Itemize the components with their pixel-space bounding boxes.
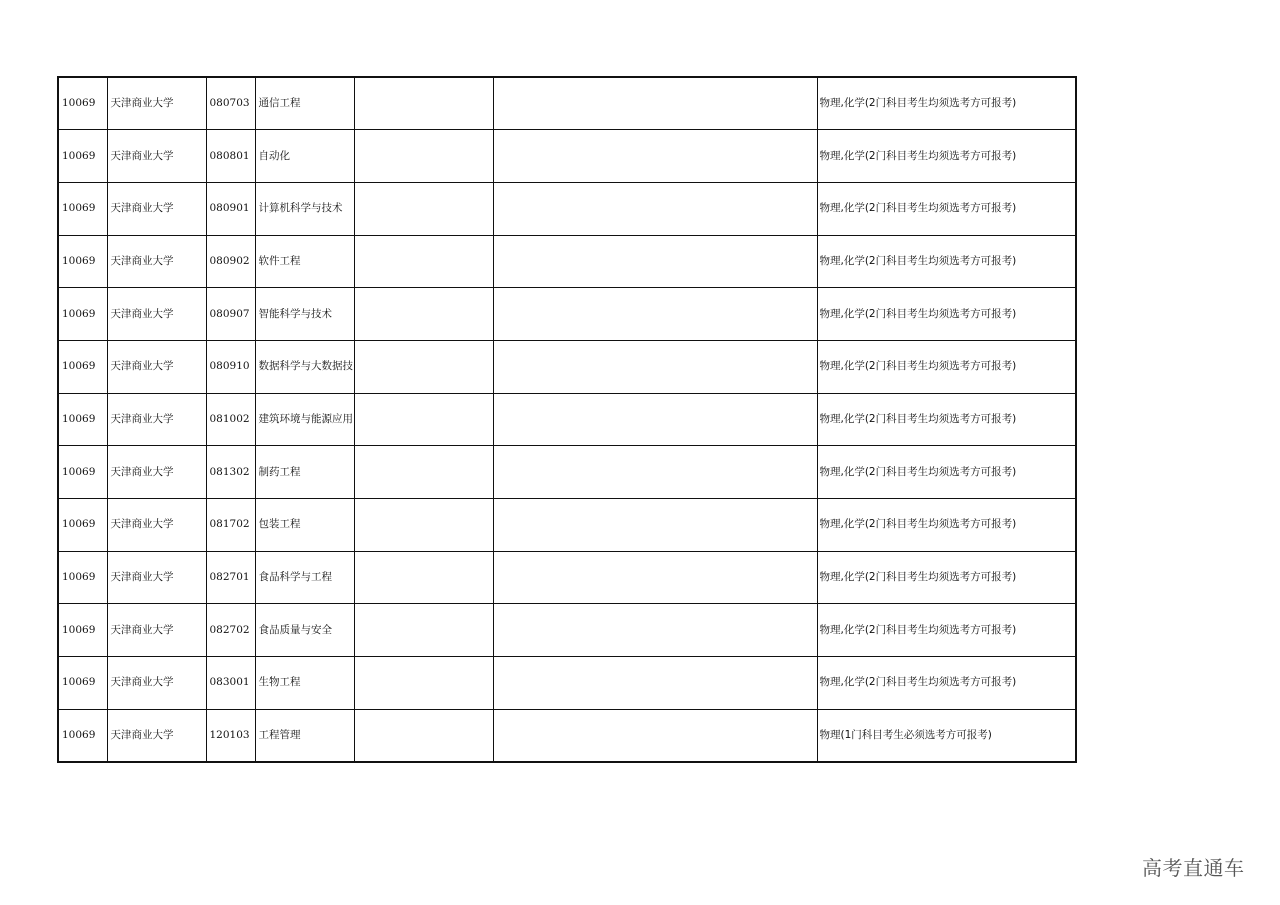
school-code-cell: 10069 (58, 288, 107, 341)
school-name-cell: 天津商业大学 (107, 499, 206, 552)
empty-cell (354, 551, 493, 604)
school-name-cell: 天津商业大学 (107, 182, 206, 235)
subject-requirement-cell: 物理,化学(2门科目考生均须选考方可报考) (817, 340, 1076, 393)
table-row (58, 551, 1076, 604)
major-name-cell: 工程管理 (255, 709, 354, 762)
major-code-cell: 083001 (206, 657, 255, 710)
empty-cell (493, 340, 817, 393)
table-row (58, 657, 1076, 710)
empty-cell (493, 709, 817, 762)
major-code-cell: 120103 (206, 709, 255, 762)
subject-requirement-cell: 物理(1门科目考生必须选考方可报考) (817, 709, 1076, 762)
subject-requirement-cell: 物理,化学(2门科目考生均须选考方可报考) (817, 182, 1076, 235)
table-body (58, 77, 1076, 762)
school-code-cell: 10069 (58, 446, 107, 499)
subject-requirement-cell: 物理,化学(2门科目考生均须选考方可报考) (817, 499, 1076, 552)
major-code-cell: 080910 (206, 340, 255, 393)
empty-cell (354, 288, 493, 341)
table-row (58, 709, 1076, 762)
school-code-cell: 10069 (58, 709, 107, 762)
school-name-cell: 天津商业大学 (107, 709, 206, 762)
table-row (58, 446, 1076, 499)
major-name-cell: 软件工程 (255, 235, 354, 288)
empty-cell (493, 446, 817, 499)
table-row (58, 235, 1076, 288)
watermark: 高考直通车 (1142, 856, 1245, 880)
empty-cell (493, 551, 817, 604)
major-name-cell: 制药工程 (255, 446, 354, 499)
school-code-cell: 10069 (58, 657, 107, 710)
table-row (58, 499, 1076, 552)
empty-cell (493, 182, 817, 235)
empty-cell (354, 709, 493, 762)
empty-cell (354, 340, 493, 393)
major-code-cell: 081702 (206, 499, 255, 552)
school-code-cell: 10069 (58, 182, 107, 235)
subject-requirement-cell: 物理,化学(2门科目考生均须选考方可报考) (817, 235, 1076, 288)
table-row (58, 182, 1076, 235)
major-name-cell: 自动化 (255, 130, 354, 183)
major-code-cell: 080902 (206, 235, 255, 288)
subject-requirement-cell: 物理,化学(2门科目考生均须选考方可报考) (817, 604, 1076, 657)
subject-requirement-cell: 物理,化学(2门科目考生均须选考方可报考) (817, 446, 1076, 499)
school-name-cell: 天津商业大学 (107, 77, 206, 130)
school-code-cell: 10069 (58, 77, 107, 130)
table-row (58, 340, 1076, 393)
major-code-cell: 082701 (206, 551, 255, 604)
empty-cell (493, 288, 817, 341)
major-code-cell: 081002 (206, 393, 255, 446)
empty-cell (354, 235, 493, 288)
major-name-cell: 数据科学与大数据技 (255, 340, 354, 393)
empty-cell (354, 446, 493, 499)
school-code-cell: 10069 (58, 499, 107, 552)
empty-cell (354, 393, 493, 446)
school-code-cell: 10069 (58, 340, 107, 393)
empty-cell (493, 235, 817, 288)
major-name-cell: 食品质量与安全 (255, 604, 354, 657)
major-name-cell: 智能科学与技术 (255, 288, 354, 341)
school-code-cell: 10069 (58, 130, 107, 183)
empty-cell (493, 77, 817, 130)
school-name-cell: 天津商业大学 (107, 288, 206, 341)
major-code-cell: 081302 (206, 446, 255, 499)
school-name-cell: 天津商业大学 (107, 235, 206, 288)
school-name-cell: 天津商业大学 (107, 446, 206, 499)
major-code-cell: 080901 (206, 182, 255, 235)
subject-requirement-cell: 物理,化学(2门科目考生均须选考方可报考) (817, 657, 1076, 710)
school-code-cell: 10069 (58, 551, 107, 604)
empty-cell (493, 657, 817, 710)
subject-requirement-cell: 物理,化学(2门科目考生均须选考方可报考) (817, 288, 1076, 341)
table-row (58, 130, 1076, 183)
school-name-cell: 天津商业大学 (107, 657, 206, 710)
major-code-cell: 082702 (206, 604, 255, 657)
table-row (58, 288, 1076, 341)
requirements-table (57, 76, 1077, 763)
empty-cell (354, 182, 493, 235)
empty-cell (354, 499, 493, 552)
empty-cell (493, 499, 817, 552)
school-name-cell: 天津商业大学 (107, 130, 206, 183)
empty-cell (354, 130, 493, 183)
major-code-cell: 080703 (206, 77, 255, 130)
subject-requirement-cell: 物理,化学(2门科目考生均须选考方可报考) (817, 77, 1076, 130)
school-code-cell: 10069 (58, 604, 107, 657)
major-code-cell: 080907 (206, 288, 255, 341)
subject-requirement-cell: 物理,化学(2门科目考生均须选考方可报考) (817, 551, 1076, 604)
school-name-cell: 天津商业大学 (107, 340, 206, 393)
school-name-cell: 天津商业大学 (107, 393, 206, 446)
school-code-cell: 10069 (58, 393, 107, 446)
table-row (58, 393, 1076, 446)
school-name-cell: 天津商业大学 (107, 604, 206, 657)
major-name-cell: 计算机科学与技术 (255, 182, 354, 235)
major-name-cell: 通信工程 (255, 77, 354, 130)
empty-cell (354, 77, 493, 130)
school-code-cell: 10069 (58, 235, 107, 288)
empty-cell (493, 604, 817, 657)
major-name-cell: 食品科学与工程 (255, 551, 354, 604)
empty-cell (493, 130, 817, 183)
subject-requirement-cell: 物理,化学(2门科目考生均须选考方可报考) (817, 393, 1076, 446)
major-code-cell: 080801 (206, 130, 255, 183)
table-row (58, 604, 1076, 657)
empty-cell (354, 604, 493, 657)
empty-cell (493, 393, 817, 446)
major-name-cell: 生物工程 (255, 657, 354, 710)
subject-requirement-cell: 物理,化学(2门科目考生均须选考方可报考) (817, 130, 1076, 183)
school-name-cell: 天津商业大学 (107, 551, 206, 604)
major-name-cell: 建筑环境与能源应用 (255, 393, 354, 446)
major-name-cell: 包装工程 (255, 499, 354, 552)
empty-cell (354, 657, 493, 710)
table-row (58, 77, 1076, 130)
